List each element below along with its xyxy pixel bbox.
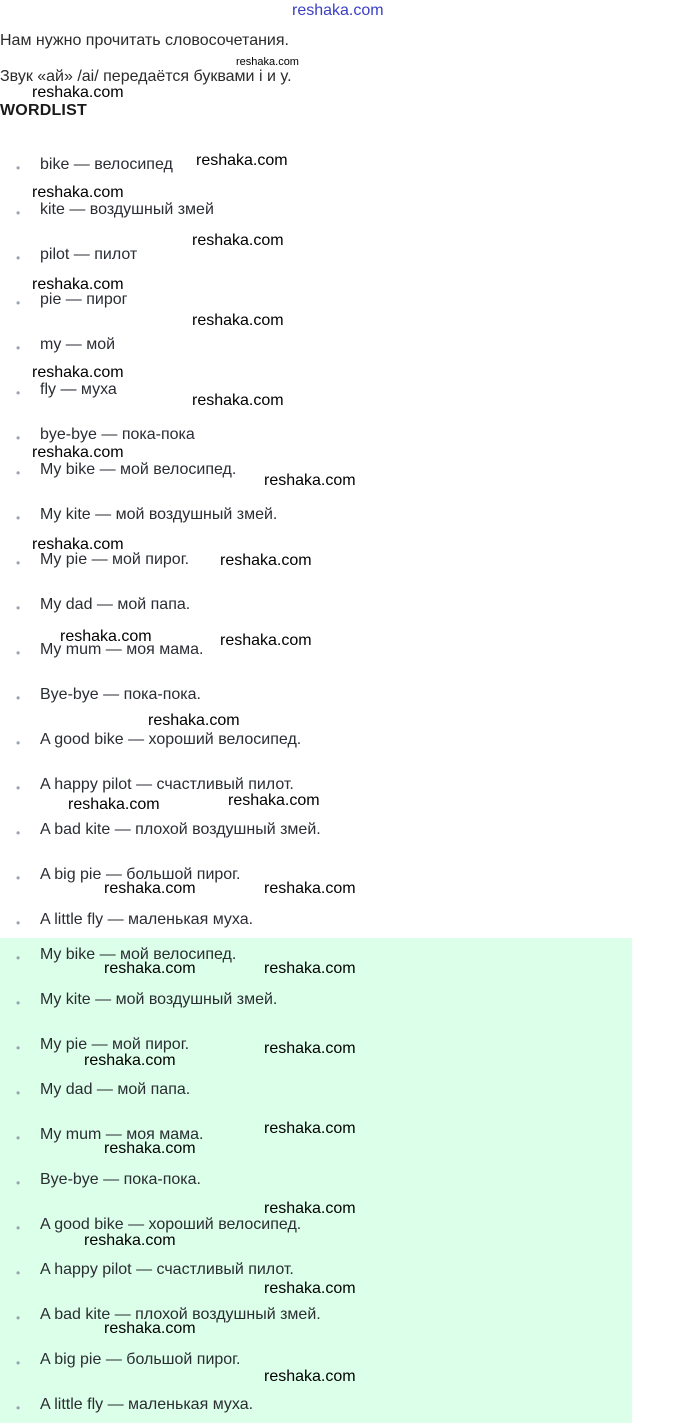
bullet-icon: • [16, 1086, 21, 1100]
list-item-text: pilot — пилот [40, 246, 138, 263]
bullet-icon: • [16, 1311, 21, 1325]
bullet-icon: • [16, 601, 21, 615]
list-item-text: my — мой [40, 336, 116, 353]
watermark: reshaka.com [32, 444, 124, 461]
bullet-icon: • [16, 556, 21, 570]
list-item-text: My mum — моя мама. [40, 1126, 204, 1143]
watermark: reshaka.com [192, 312, 284, 329]
list-item-text: A little fly — маленькая муха. [40, 911, 254, 928]
watermark: reshaka.com [32, 276, 124, 293]
bullet-icon: • [16, 1176, 21, 1190]
watermark: reshaka.com [264, 1368, 356, 1385]
watermark: reshaka.com [264, 880, 356, 897]
watermark: reshaka.com [68, 796, 160, 813]
bullet-icon: • [16, 386, 21, 400]
watermark: reshaka.com [104, 960, 196, 977]
list-item-text: Bye-bye — пока-пока. [40, 686, 201, 703]
site-link[interactable]: reshaka.com [292, 2, 384, 19]
list-item-text: My bike — мой велосипед. [40, 461, 237, 478]
bullet-icon: • [16, 1401, 21, 1415]
bullet-icon: • [16, 826, 21, 840]
watermark: reshaka.com [264, 1280, 356, 1297]
list-item-text: My dad — мой папа. [40, 1081, 191, 1098]
watermark: reshaka.com [192, 392, 284, 409]
list-item-text: A good bike — хороший велосипед. [40, 731, 302, 748]
list-item-text: My kite — мой воздушный змей. [40, 506, 278, 523]
list-item-text: A bad kite — плохой воздушный змей. [40, 821, 321, 838]
watermark: reshaka.com [196, 152, 288, 169]
watermark: reshaka.com [60, 628, 152, 645]
bullet-icon: • [16, 691, 21, 705]
watermark: reshaka.com [228, 792, 320, 809]
list-item-text: My bike — мой велосипед. [40, 946, 237, 963]
watermark: reshaka.com [236, 56, 299, 68]
list-item-text: A happy pilot — счастливый пилот. [40, 776, 294, 793]
bullet-icon: • [16, 251, 21, 265]
bullet-icon: • [16, 1131, 21, 1145]
watermark: reshaka.com [84, 1052, 176, 1069]
bullet-icon: • [16, 341, 21, 355]
list-item-text: pie — пирог [40, 291, 128, 308]
bullet-icon: • [16, 296, 21, 310]
watermark: reshaka.com [84, 1232, 176, 1249]
watermark: reshaka.com [192, 232, 284, 249]
list-item-text: kite — воздушный змей [40, 201, 214, 218]
list-item-text: A good bike — хороший велосипед. [40, 1216, 302, 1233]
list-item-text: My mum — моя мама. [40, 641, 204, 658]
watermark: reshaka.com [264, 1120, 356, 1137]
watermark: reshaka.com [32, 364, 124, 381]
bullet-icon: • [16, 996, 21, 1010]
watermark: reshaka.com [32, 84, 124, 101]
intro-sound-text: Звук «ай» /ai/ передаётся буквами i и y. [0, 68, 292, 85]
bullet-icon: • [16, 431, 21, 445]
watermark: reshaka.com [220, 552, 312, 569]
list-item-text: My pie — мой пирог. [40, 1036, 190, 1053]
list-item-text: Bye-bye — пока-пока. [40, 1171, 201, 1188]
bullet-icon: • [16, 206, 21, 220]
bullet-icon: • [16, 871, 21, 885]
wordlist-heading: WORDLIST [0, 102, 87, 119]
list-item-text: bye-bye — пока-пока [40, 426, 195, 443]
list-item-text: bike — велосипед [40, 156, 173, 173]
bullet-icon: • [16, 951, 21, 965]
watermark: reshaka.com [104, 1320, 196, 1337]
bullet-icon: • [16, 781, 21, 795]
list-item-text: My dad — мой папа. [40, 596, 191, 613]
list-item-text: fly — муха [40, 381, 117, 398]
list-item-text: A big pie — большой пирог. [40, 1351, 241, 1368]
watermark: reshaka.com [220, 632, 312, 649]
list-item-text: A little fly — маленькая муха. [40, 1396, 254, 1413]
list-item-text: My pie — мой пирог. [40, 551, 190, 568]
list-item-text: My kite — мой воздушный змей. [40, 991, 278, 1008]
bullet-icon: • [16, 1266, 21, 1280]
watermark: reshaka.com [264, 1200, 356, 1217]
watermark: reshaka.com [264, 1040, 356, 1057]
bullet-icon: • [16, 916, 21, 930]
bullet-icon: • [16, 466, 21, 480]
list-item-text: A bad kite — плохой воздушный змей. [40, 1306, 321, 1323]
bullet-icon: • [16, 646, 21, 660]
watermark: reshaka.com [32, 184, 124, 201]
list-item-text: A big pie — большой пирог. [40, 866, 241, 883]
watermark: reshaka.com [32, 536, 124, 553]
bullet-icon: • [16, 1041, 21, 1055]
watermark: reshaka.com [264, 960, 356, 977]
bullet-icon: • [16, 1356, 21, 1370]
watermark: reshaka.com [104, 1140, 196, 1157]
watermark: reshaka.com [148, 712, 240, 729]
intro-task-text: Нам нужно прочитать словосочетания. [0, 32, 289, 49]
bullet-icon: • [16, 736, 21, 750]
watermark: reshaka.com [104, 880, 196, 897]
watermark: reshaka.com [264, 472, 356, 489]
bullet-icon: • [16, 511, 21, 525]
bullet-icon: • [16, 1221, 21, 1235]
list-item-text: A happy pilot — счастливый пилот. [40, 1261, 294, 1278]
bullet-icon: • [16, 161, 21, 175]
